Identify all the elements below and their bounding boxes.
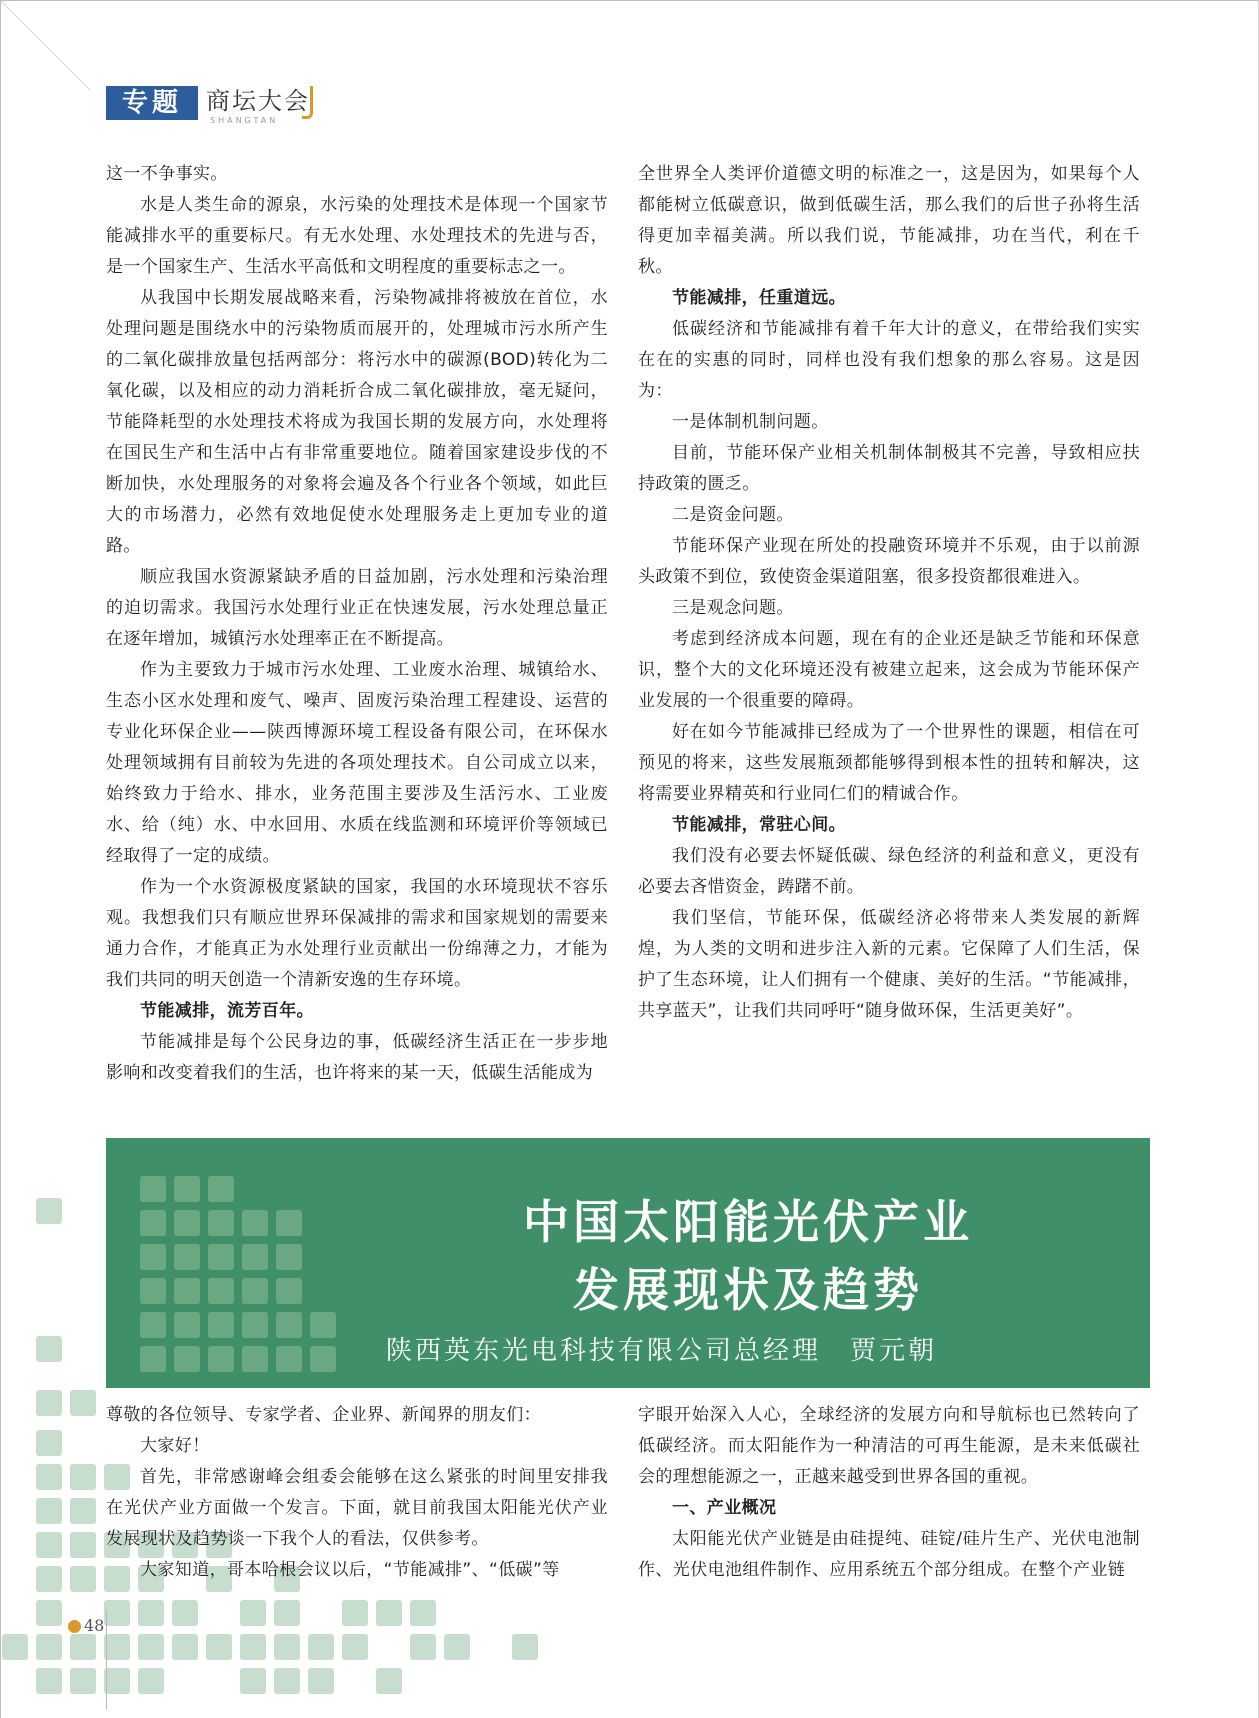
decor-square xyxy=(36,1634,62,1660)
article-column-1 xyxy=(106,159,608,1089)
decor-square xyxy=(308,1668,334,1694)
paragraph: 作为一个水资源极度紧缺的国家，我国的水环境现状不容乐观。我想我们只有顺应世界环保减排的需求和国家规划的需要来通力合作，才能真正为水处理行业贡献出一份绵薄之力，才能为我们共同的明天创造一个清新安逸的生存环境。 xyxy=(106,877,608,990)
page-top-border xyxy=(0,0,1259,1)
article2-column-2 xyxy=(638,1400,1140,1586)
decor-square xyxy=(140,1346,166,1372)
decor-square xyxy=(240,1634,266,1660)
paragraph: 太阳能光伏产业链是由硅提纯、硅锭/硅片生产、光伏电池制作、光伏电池组件制作、应用系统五个部分组成。在整个产业链 xyxy=(638,1529,1140,1580)
subheading: 一、产业概况 xyxy=(672,1498,777,1518)
decor-square xyxy=(310,1346,336,1372)
page-left-border xyxy=(0,0,1,1718)
paragraph: 顺应我国水资源紧缺矛盾的日益加剧，污水处理和污染治理的迫切需求。我国污水处理行业正在快速发展，污水处理总量正在逐年增加，城镇污水处理率正在不断提高。 xyxy=(106,567,608,649)
decor-square xyxy=(444,1634,470,1660)
article2-column-1 xyxy=(106,1400,608,1586)
decor-square xyxy=(36,1600,62,1626)
decor-square xyxy=(36,1198,62,1224)
decor-square xyxy=(70,1668,96,1694)
paragraph: 目前，节能环保产业相关机制体制极其不完善，导致相应扶持政策的匮乏。 xyxy=(638,443,1140,494)
decor-square xyxy=(172,1600,198,1626)
decor-square xyxy=(376,1600,402,1626)
decor-square xyxy=(240,1600,266,1626)
decor-square xyxy=(376,1668,402,1694)
banner-byline: 陕西英东光电科技有限公司总经理 贾元朝 xyxy=(386,1336,938,1366)
header-bracket-decoration xyxy=(302,86,313,119)
paragraph: 考虑到经济成本问题，现在有的企业还是缺乏节能和环保意识，整个大的文化环境还没有被建立起来，这会成为节能环保产业发展的一个很重要的障碍。 xyxy=(638,629,1140,711)
decor-square xyxy=(172,1634,198,1660)
decor-square xyxy=(174,1244,200,1270)
decor-square xyxy=(342,1634,368,1660)
article-banner xyxy=(106,1138,1150,1388)
footer-divider xyxy=(106,1610,107,1710)
decor-square xyxy=(36,1668,62,1694)
page-number: 48 xyxy=(84,1616,105,1635)
subheading: 节能减排，任重道远。 xyxy=(672,288,846,308)
decor-square xyxy=(174,1278,200,1304)
paragraph: 首先，非常感谢峰会组委会能够在这么紧张的时间里安排我在光伏产业方面做一个发言。下面，就目前我国太阳能光伏产业发展现状及趋势谈一下我个人的看法，仅供参考。 xyxy=(106,1467,608,1549)
corner-fold-line xyxy=(0,0,90,90)
paragraph: 节能减排是每个公民身边的事，低碳经济生活正在一步步地影响和改变着我们的生活，也许将来的某一天，低碳生活能成为 xyxy=(106,1032,608,1083)
subheading: 节能减排，常驻心间。 xyxy=(672,815,846,835)
decor-square xyxy=(240,1668,266,1694)
decor-square xyxy=(206,1634,232,1660)
decor-square xyxy=(308,1634,334,1660)
banner-title-line-1: 中国太阳能光伏产业 xyxy=(523,1195,973,1249)
subheading: 节能减排，流芳百年。 xyxy=(140,1001,314,1021)
decor-square xyxy=(104,1634,130,1660)
decor-square xyxy=(70,1390,96,1416)
decor-square xyxy=(36,1566,62,1592)
decor-square xyxy=(36,1390,62,1416)
decor-square xyxy=(70,1498,96,1524)
decor-square xyxy=(104,1600,130,1626)
decor-square xyxy=(36,1464,62,1490)
decor-square xyxy=(140,1278,166,1304)
paragraph: 好在如今节能减排已经成为了一个世界性的课题，相信在可预见的将来，这些发展瓶颈都能够得到根本性的扭转和解决，这将需要业界精英和行业同仁们的精诚合作。 xyxy=(638,722,1140,804)
decor-square xyxy=(36,1430,62,1456)
decor-square xyxy=(174,1210,200,1236)
decor-square xyxy=(70,1566,96,1592)
paragraph: 全世界全人类评价道德文明的标准之一，这是因为，如果每个人都能树立低碳意识，做到低碳生活，那么我们的后世子孙将生活得更加幸福美满。所以我们说，节能减排，功在当代，利在千秋。 xyxy=(638,164,1140,277)
paragraph: 字眼开始深入人心，全球经济的发展方向和导航标也已然转向了低碳经济。而太阳能作为一种清洁的可再生能源，是未来低碳社会的理想能源之一，正越来越受到世界各国的重视。 xyxy=(638,1405,1140,1487)
paragraph: 二是资金问题。 xyxy=(672,505,794,525)
decor-square xyxy=(276,1346,302,1372)
decor-square xyxy=(174,1312,200,1338)
header-tag: 专题 xyxy=(106,86,198,120)
decor-square xyxy=(140,1210,166,1236)
paragraph: 水是人类生命的源泉，水污染的处理技术是体现一个国家节能减排水平的重要标尺。有无水处理、水处理技术的先进与否，是一个国家生产、生活水平高低和文明程度的重要标志之一。 xyxy=(106,195,608,277)
paragraph: 一是体制机制问题。 xyxy=(672,412,829,432)
decor-square xyxy=(140,1312,166,1338)
paragraph: 我们坚信，节能环保，低碳经济必将带来人类发展的新辉煌，为人类的文明和进步注入新的元素。它保障了人们生活，保护了生态环境，让人们拥有一个健康、美好的生活。“节能减排，共享蓝天”，让我们共同呼吁“随身做环保，生活更美好”。 xyxy=(638,908,1140,1021)
decor-square xyxy=(410,1600,436,1626)
decor-square xyxy=(174,1176,200,1202)
decor-square xyxy=(70,1532,96,1558)
banner-title-line-2: 发展现状及趋势 xyxy=(573,1263,923,1317)
decor-square xyxy=(70,1634,96,1660)
decor-square xyxy=(512,1634,538,1660)
decor-square xyxy=(274,1634,300,1660)
paragraph: 三是观念问题。 xyxy=(672,598,794,618)
page-logo-icon xyxy=(68,1620,81,1633)
decor-square xyxy=(174,1346,200,1372)
paragraph: 大家知道，哥本哈根会议以后，“节能减排”、“低碳”等 xyxy=(140,1560,560,1580)
header-section-en: SHANGTAN xyxy=(210,116,279,125)
decor-square xyxy=(70,1464,96,1490)
decor-square xyxy=(274,1668,300,1694)
decor-square xyxy=(138,1668,164,1694)
decor-square xyxy=(138,1634,164,1660)
article-column-2 xyxy=(638,159,1140,1027)
decor-square xyxy=(140,1176,166,1202)
paragraph: 尊敬的各位领导、专家学者、企业界、新闻界的朋友们： xyxy=(106,1405,541,1425)
decor-square xyxy=(410,1634,436,1660)
paragraph: 大家好！ xyxy=(140,1436,210,1456)
header-section-title: 商坛大会 xyxy=(206,87,310,115)
paragraph: 从我国中长期发展战略来看，污染物减排将被放在首位，水处理问题是围绕水中的污染物质而展开的，处理城市污水所产生的二氧化碳排放量包括两部分：将污水中的碳源(BOD)转化为二氧化碳，以及相应的动力消耗折合成二氧化碳排放，毫无疑问，节能降耗型的水处理技术将成为我国长期的发展方向，水处理将在国民生产和生活中占有非常重要地位。随着国家建设步伐的不断加快，水处理服务的对象将会遍及各个行业各个领域，如此巨大的市场潜力，必然有效地促使水处理服务走上更加专业的道路。 xyxy=(106,288,608,556)
decor-square xyxy=(2,1634,28,1660)
decor-square xyxy=(36,1498,62,1524)
decor-square xyxy=(140,1244,166,1270)
decor-square xyxy=(36,1336,62,1362)
paragraph: 这一不争事实。 xyxy=(106,164,228,184)
decor-square xyxy=(104,1668,130,1694)
paragraph: 我们没有必要去怀疑低碳、绿色经济的利益和意义，更没有必要去吝惜资金，踌躇不前。 xyxy=(638,846,1140,897)
decor-square xyxy=(138,1600,164,1626)
paragraph: 节能环保产业现在所处的投融资环境并不乐观，由于以前源头政策不到位，致使资金渠道阻塞，很多投资都很难进入。 xyxy=(638,536,1140,587)
decor-square xyxy=(208,1346,234,1372)
decor-square xyxy=(342,1600,368,1626)
paragraph: 作为主要致力于城市污水处理、工业废水治理、城镇给水、生态小区水处理和废气、噪声、固废污染治理工程建设、运营的专业化环保企业——陕西博源环境工程设备有限公司，在环保水处理领域拥有目前较为先进的各项处理技术。自公司成立以来，始终致力于给水、排水，业务范围主要涉及生活污水、工业废水、给（纯）水、中水回用、水质在线监测和环境评价等领域已经取得了一定的成绩。 xyxy=(106,660,608,866)
decor-square xyxy=(242,1346,268,1372)
decor-square xyxy=(36,1532,62,1558)
decor-square xyxy=(274,1600,300,1626)
paragraph: 低碳经济和节能减排有着千年大计的意义，在带给我们实实在在的实惠的同时，同样也没有我们想象的那么容易。这是因为： xyxy=(638,319,1140,401)
